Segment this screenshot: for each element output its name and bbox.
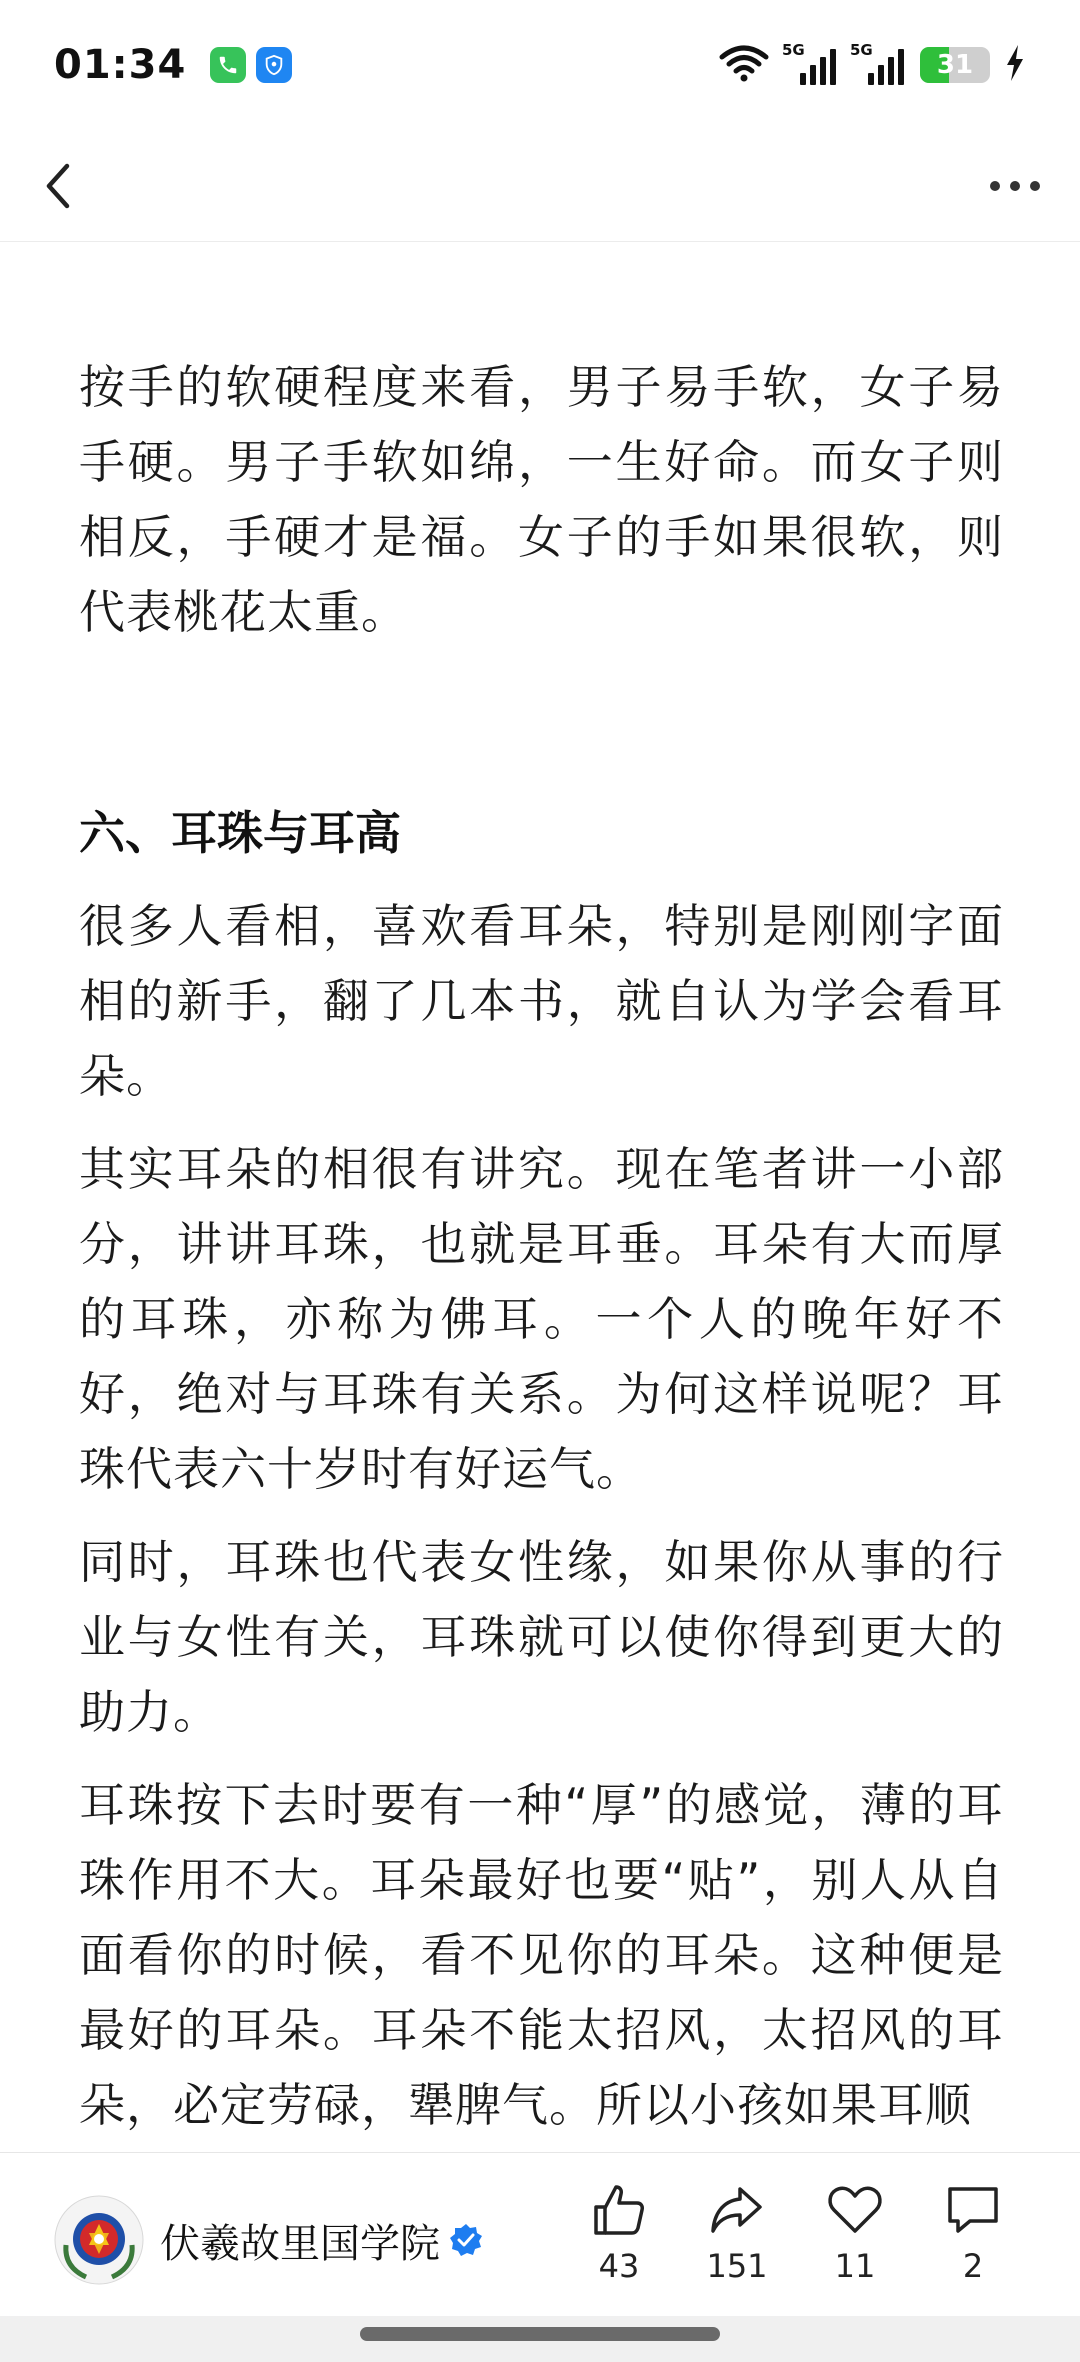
chevron-left-icon [41,160,75,212]
back-button[interactable] [30,158,86,214]
phone-app-icon [210,47,246,83]
charging-icon [1004,43,1026,87]
author-info[interactable] [54,2195,484,2285]
section-heading: 六、耳珠与耳高 [79,806,401,860]
article-paragraph: 耳珠按下去时要有一种“厚”的感觉，薄的耳珠作用不大。耳朵最好也要“贴”，别人从自面看你的时候，看不见你的耳朵。这种便是最好的耳朵。耳朵不能太招风，太招风的耳朵，必定劳碌，犟脾气。所以小孩如果耳顺 [79,1778,1004,2132]
article-paragraph: 同时，耳珠也代表女性缘，如果你从事的行业与女性有关，耳珠就可以使你得到更大的助力。 [79,1535,1004,1739]
shield-app-icon [256,47,292,83]
thumbs-up-icon [590,2181,648,2239]
signal-2-icon [850,41,906,85]
comment-button[interactable] [914,2181,1032,2285]
more-horizontal-icon [990,181,1000,191]
like-button[interactable] [560,2181,678,2285]
share-count: 151 [706,2247,768,2285]
status-time: 01:34 [54,42,187,88]
bottom-action-bar [0,2152,1080,2316]
article-paragraph: 其实耳朵的相很有讲究。现在笔者讲一小部分，讲讲耳珠，也就是耳垂。耳朵有大而厚的耳珠，亦称为佛耳。一个人的晚年好不好，绝对与耳珠有关系。为何这样说呢？耳珠代表六十岁时有好运气。 [79,1142,1004,1496]
battery-level: 31 [936,50,974,80]
favorite-button[interactable] [796,2181,914,2285]
avatar[interactable] [54,2195,144,2285]
wifi-icon [718,43,770,87]
comment-count: 2 [962,2247,984,2285]
favorite-count: 11 [834,2247,876,2285]
top-nav-bar [0,130,1080,242]
article-content [79,242,1004,2152]
signal-1-icon [782,41,838,85]
battery-icon [920,47,990,83]
like-count: 43 [598,2247,640,2285]
status-indicators [718,43,1026,87]
article-paragraph: 很多人看相，喜欢看耳朵，特别是刚刚字面相的新手，翻了几本书，就自认为学会看耳朵。 [79,899,1004,1103]
more-button[interactable] [980,158,1050,214]
home-indicator[interactable] [360,2327,720,2341]
share-icon [708,2181,766,2239]
network-2-label: 5G [850,41,873,59]
network-1-label: 5G [782,41,805,59]
action-buttons [560,2181,1032,2285]
article-paragraph: 按手的软硬程度来看，男子易手软，女子易手硬。男子手软如绵，一生好命。而女子则相反，手硬才是福。女子的手如果很软，则代表桃花太重。 [79,360,1004,639]
heart-icon [826,2181,884,2239]
status-bar [0,0,1080,130]
author-name[interactable]: 伏羲故里国学院 [160,2220,440,2267]
comment-icon [944,2181,1002,2239]
verified-badge-icon [448,2222,484,2258]
share-button[interactable] [678,2181,796,2285]
